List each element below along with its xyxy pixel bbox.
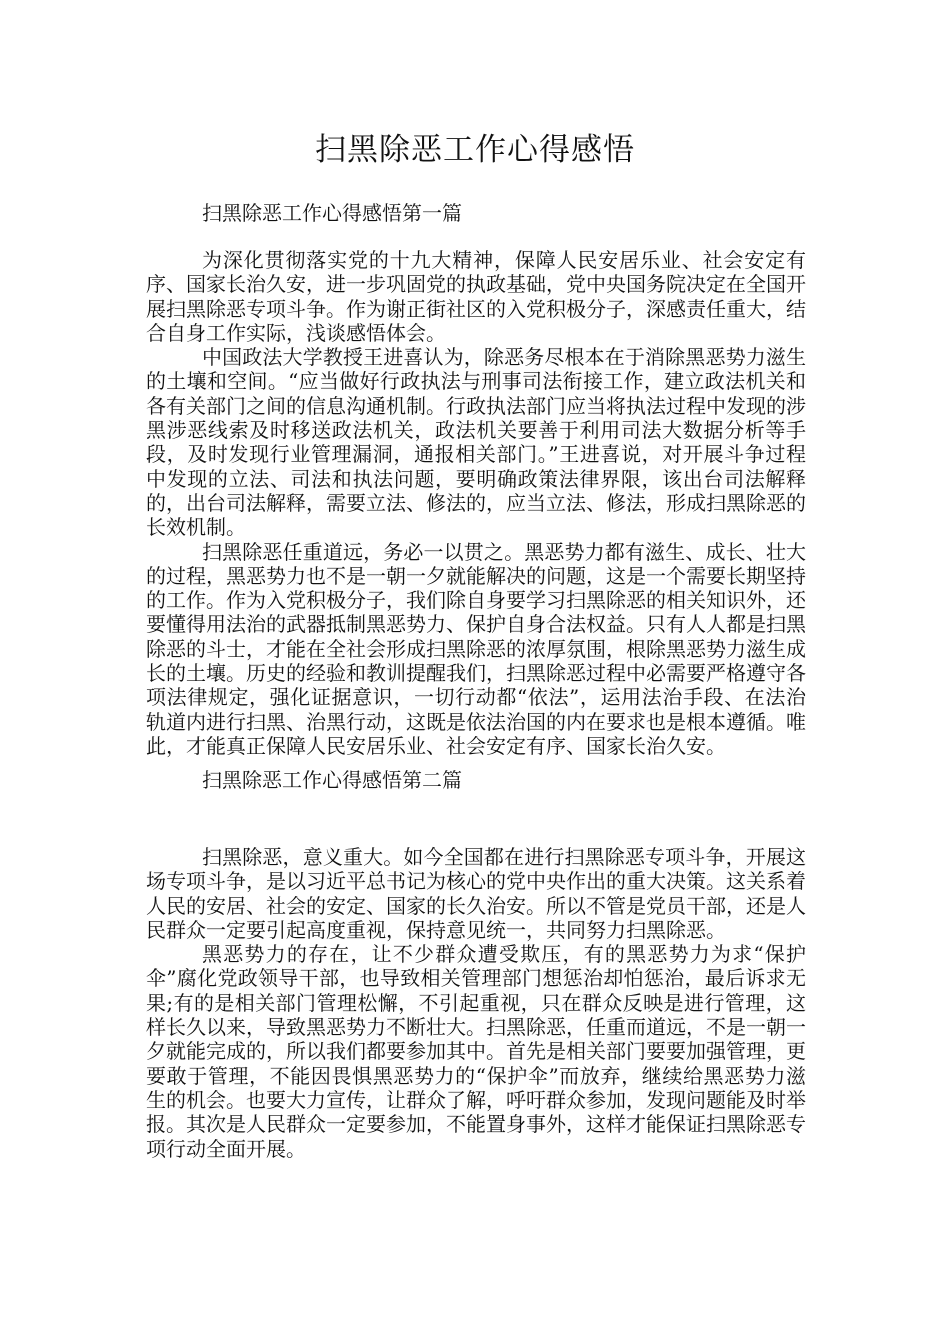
document-title: 扫黑除恶工作心得感悟 — [315, 132, 635, 168]
section-2-heading: 扫黑除恶工作心得感悟第二篇 — [202, 768, 462, 792]
section-2-paragraph-2: 黑恶势力的存在，让不少群众遭受欺压，有的黑恶势力为求“保护伞”腐化党政领导干部，也导致相关管理部门想惩治却怕惩治，最后诉求无果;有的是相关部门管理松懈，不引起重视，只在群众反映是进行管理，这样长久以来，导致黑恶势力不断壮大。扫黑除恶，任重而道远，不是一朝一夕就能完成的，所以我们都要参加其中。首先是相关部门要要加强管理，更要敢于管理，不能因畏惧黑恶势力的“保护伞”而放弃，继续给黑恶势力滋生的机会。也要大力宣传，让群众了解，呼吁群众参加，发现问题能及时举报。其次是人民群众一定要参加，不能置身事外，这样才能保证扫黑除恶专项行动全面开展。 — [146, 942, 806, 1161]
section-2-body — [146, 845, 806, 1161]
section-1-paragraph-1: 为深化贯彻落实党的十九大精神，保障人民安居乐业、社会安定有序、国家长治久安，进一步巩固党的执政基础，党中央国务院决定在全国开展扫黑除恶专项斗争。作为谢正街社区的入党积极分子，深感责任重大，结合自身工作实际，浅谈感悟体会。 — [146, 248, 806, 345]
section-1-body — [146, 248, 806, 758]
section-1-paragraph-2: 中国政法大学教授王进喜认为，除恶务尽根本在于消除黑恶势力滋生的土壤和空间。“应当做好行政执法与刑事司法衔接工作，建立政法机关和各有关部门之间的信息沟通机制。行政执法部门应当将执法过程中发现的涉黑涉恶线索及时移送政法机关，政法机关要善于利用司法大数据分析等手段，及时发现行业管理漏洞，通报相关部门。”王进喜说，对开展斗争过程中发现的立法、司法和执法问题，要明确政策法律界限，该出台司法解释的，出台司法解释，需要立法、修法的，应当立法、修法，形成扫黑除恶的长效机制。 — [146, 345, 806, 540]
section-1-heading: 扫黑除恶工作心得感悟第一篇 — [202, 201, 462, 225]
section-1-paragraph-3: 扫黑除恶任重道远，务必一以贯之。黑恶势力都有滋生、成长、壮大的过程，黑恶势力也不是一朝一夕就能解决的问题，这是一个需要长期坚持的工作。作为入党积极分子，我们除自身要学习扫黑除恶的相关知识外，还要懂得用法治的武器抵制黑恶势力、保护自身合法权益。只有人人都是扫黑除恶的斗士，才能在全社会形成扫黑除恶的浓厚氛围，根除黑恶势力滋生成长的土壤。历史的经验和教训提醒我们，扫黑除恶过程中必需要严格遵守各项法律规定，强化证据意识，一切行动都“依法”，运用法治手段、在法治轨道内进行扫黑、治黑行动，这既是依法治国的内在要求也是根本遵循。唯此，才能真正保障人民安居乐业、社会安定有序、国家长治久安。 — [146, 539, 806, 758]
section-2-paragraph-1: 扫黑除恶，意义重大。如今全国都在进行扫黑除恶专项斗争，开展这场专项斗争，是以习近平总书记为核心的党中央作出的重大决策。这关系着人民的安居、社会的安定、国家的长久治安。所以不管是党员干部，还是人民群众一定要引起高度重视，保持意见统一，共同努力扫黑除恶。 — [146, 845, 806, 942]
